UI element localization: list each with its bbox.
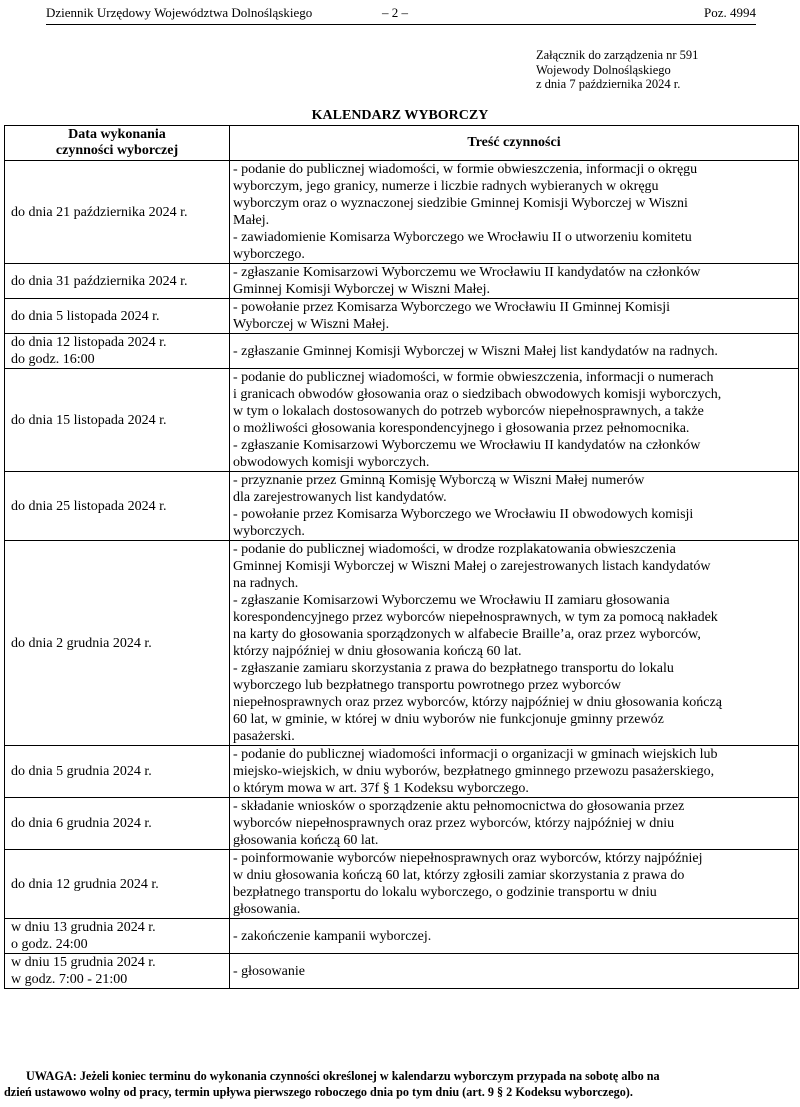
footnote-line: dzień ustawowo wolny od pracy, termin upływa pierwszego roboczego dnia po tym dniu (art. 9 § 2 Kodeksu wyborczego).: [4, 1085, 633, 1099]
content-line: głosowania kończą 60 lat.: [233, 833, 379, 848]
table-header-row: [5, 126, 799, 161]
page-number: – 2 –: [382, 5, 408, 20]
row-content: [230, 919, 799, 954]
content-line: - podanie do publicznej wiadomości, w formie obwieszczenia, informacji o okręgu: [233, 162, 698, 177]
content-line: wyborców niepełnosprawnych oraz przez wyborców, którzy najpóźniej w dniu: [233, 816, 675, 831]
column-header-content: Treść czynności: [230, 126, 799, 161]
row-date: [5, 541, 230, 746]
row-date: [5, 472, 230, 541]
annex-line: Załącznik do zarządzenia nr 591: [536, 48, 699, 62]
row-content: [230, 472, 799, 541]
date-line: do dnia 15 listopada 2024 r.: [11, 412, 167, 428]
row-date: [5, 299, 230, 334]
content-line: wyborczego lub bezpłatnego transportu powrotnego przez wyborców: [233, 678, 621, 693]
content-line: - powołanie przez Komisarza Wyborczego we Wrocławiu II obwodowych komisji: [233, 507, 694, 522]
content-line: w tym o lokalach dostosowanych do potrzeb wyborców niepełnosprawnych, a także: [233, 404, 704, 419]
content-line: wyborczym oraz o wyznaczonej siedzibie Gminnej Komisji Wyborczej w Wiszni: [233, 196, 688, 211]
date-line: o godz. 24:00: [11, 937, 88, 952]
table-row: [5, 798, 799, 850]
election-calendar-table: [4, 125, 799, 989]
position-number: Poz. 4994: [704, 5, 756, 20]
content-line: - przyznanie przez Gminną Komisję Wyborczą w Wiszni Małej numerów: [233, 473, 645, 488]
content-line: - podanie do publicznej wiadomości, w drodze rozplakatowania obwieszczenia: [233, 542, 676, 557]
content-line: Gminnej Komisji Wyborczej w Wiszni Małej.: [233, 282, 491, 297]
table-row: [5, 746, 799, 798]
content-line: - głosowanie: [233, 963, 305, 979]
row-content: [230, 954, 799, 989]
table-row: [5, 264, 799, 299]
annex-line: Wojewody Dolnośląskiego: [536, 62, 671, 77]
row-date: [5, 334, 230, 369]
content-line: dla zarejestrowanych list kandydatów.: [233, 490, 447, 505]
table-row: [5, 919, 799, 954]
content-line: korespondencyjnego przez wyborców niepełnosprawnych, w tym za pomocą nakładek: [233, 610, 718, 625]
content-line: wyborczych.: [233, 524, 305, 539]
table-row: [5, 161, 799, 264]
content-line: na radnych.: [233, 576, 299, 591]
content-line: Wyborczej w Wiszni Małej.: [233, 317, 390, 332]
date-line: do dnia 25 listopada 2024 r.: [11, 498, 167, 514]
content-line: którzy najpóźniej w dniu głosowania kończą 60 lat.: [233, 644, 522, 659]
date-line: do dnia 21 października 2024 r.: [11, 204, 188, 220]
content-line: - zgłaszanie Komisarzowi Wyborczemu we Wrocławiu II zamiaru głosowania: [233, 593, 670, 608]
date-line: w dniu 15 grudnia 2024 r.: [11, 955, 156, 970]
row-content: [230, 746, 799, 798]
content-line: - zgłaszanie Komisarzowi Wyborczemu we Wrocławiu II kandydatów na członków: [233, 438, 701, 453]
row-content: [230, 541, 799, 746]
content-line: obwodowych komisji wyborczych.: [233, 455, 430, 470]
table-row: [5, 954, 799, 989]
row-date: [5, 369, 230, 472]
date-line: do dnia 31 października 2024 r.: [11, 273, 188, 289]
content-line: pasażerski.: [233, 729, 295, 744]
row-content: [230, 161, 799, 264]
content-line: na karty do głosowania sporządzonych w alfabecie Braille’a, oraz przez wyborców,: [233, 627, 701, 642]
date-line: do dnia 6 grudnia 2024 r.: [11, 816, 152, 831]
table-row: [5, 369, 799, 472]
content-line: niepełnosprawnych oraz przez wyborców, którzy najpóźniej w dniu głosowania kończą: [233, 695, 722, 710]
row-content: [230, 798, 799, 850]
row-date: [5, 919, 230, 954]
row-content: [230, 264, 799, 299]
calendar-body: [5, 161, 799, 989]
table-row: [5, 541, 799, 746]
date-line: w dniu 13 grudnia 2024 r.: [11, 920, 156, 935]
content-line: - podanie do publicznej wiadomości, w formie obwieszczenia, informacji o numerach: [233, 370, 714, 385]
content-line: 60 lat, w gminie, w której w dniu wyborów nie funkcjonuje gminny przewóz: [233, 712, 664, 727]
content-line: - zawiadomienie Komisarza Wyborczego we Wrocławiu II o utworzeniu komitetu: [233, 230, 692, 245]
annex-line: z dnia 7 października 2024 r.: [536, 77, 681, 91]
calendar-title: KALENDARZ WYBORCZY: [311, 108, 489, 123]
row-date: [5, 850, 230, 919]
footnote-line: UWAGA: Jeżeli koniec terminu do wykonania czynności określonej w kalendarzu wyborczym przypada na sobotę albo na: [26, 1069, 660, 1083]
content-line: bezpłatnego transportu do lokalu wyborczego, o godzinie transportu w dniu: [233, 885, 657, 900]
table-row: [5, 334, 799, 369]
row-date: [5, 264, 230, 299]
content-line: - powołanie przez Komisarza Wyborczego we Wrocławiu II Gminnej Komisji: [233, 300, 670, 315]
date-line: do dnia 12 grudnia 2024 r.: [11, 876, 159, 892]
content-line: miejsko-wiejskich, w dniu wyborów, bezpłatnego gminnego przewozu pasażerskiego,: [233, 764, 715, 779]
date-line: do dnia 5 grudnia 2024 r.: [11, 764, 152, 779]
content-line: wyborczego.: [233, 247, 305, 262]
content-line: - poinformowanie wyborców niepełnosprawnych oraz wyborców, którzy najpóźniej: [233, 851, 703, 866]
date-line: do dnia 2 grudnia 2024 r.: [11, 635, 152, 651]
content-line: o którym mowa w art. 37f § 1 Kodeksu wyborczego.: [233, 781, 529, 796]
content-line: i granicach obwodów głosowania oraz o siedzibach obwodowych komisji wyborczych,: [233, 387, 722, 402]
row-date: [5, 161, 230, 264]
date-line: do dnia 5 listopada 2024 r.: [11, 308, 160, 324]
table-row: [5, 299, 799, 334]
annex-note: [536, 48, 698, 92]
content-line: Gminnej Komisji Wyborczej w Wiszni Małej o zarejestrowanych listach kandydatów: [233, 559, 711, 574]
content-line: - zakończenie kampanii wyborczej.: [233, 928, 432, 944]
footnote-warning: [4, 1068, 798, 1100]
content-line: wyborczym, jego granicy, numerze i liczbie radnych wybieranych w okręgu: [233, 179, 659, 194]
content-line: Małej.: [233, 213, 270, 228]
content-line: o możliwości głosowania korespondencyjnego i głosowania przez pełnomocnika.: [233, 421, 690, 436]
content-line: - podanie do publicznej wiadomości informacji o organizacji w gminach wiejskich lub: [233, 747, 718, 762]
row-date: [5, 746, 230, 798]
content-line: w dniu głosowania kończą 60 lat, którzy zgłosili zamiar skorzystania z prawa do: [233, 868, 685, 883]
row-content: [230, 299, 799, 334]
content-line: - zgłaszanie zamiaru skorzystania z prawa do bezpłatnego transportu do lokalu: [233, 661, 674, 676]
row-content: [230, 334, 799, 369]
content-line: - składanie wniosków o sporządzenie aktu pełnomocnictwa do głosowania przez: [233, 799, 685, 814]
table-row: [5, 472, 799, 541]
date-line: w godz. 7:00 - 21:00: [11, 972, 128, 987]
content-line: - zgłaszanie Komisarzowi Wyborczemu we Wrocławiu II kandydatów na członków: [233, 265, 701, 280]
journal-name: Dziennik Urzędowy Województwa Dolnośląskiego: [46, 5, 313, 20]
row-content: [230, 850, 799, 919]
content-line: - zgłaszanie Gminnej Komisji Wyborczej w Wiszni Małej list kandydatów na radnych.: [233, 343, 718, 359]
row-date: [5, 954, 230, 989]
table-row: [5, 850, 799, 919]
date-line: do dnia 12 listopada 2024 r.: [11, 335, 167, 350]
date-line: do godz. 16:00: [11, 352, 95, 367]
running-header: [46, 4, 756, 25]
content-line: głosowania.: [233, 902, 301, 917]
row-date: [5, 798, 230, 850]
row-content: [230, 369, 799, 472]
column-header-date: Data wykonania czynności wyborczej: [5, 126, 230, 161]
